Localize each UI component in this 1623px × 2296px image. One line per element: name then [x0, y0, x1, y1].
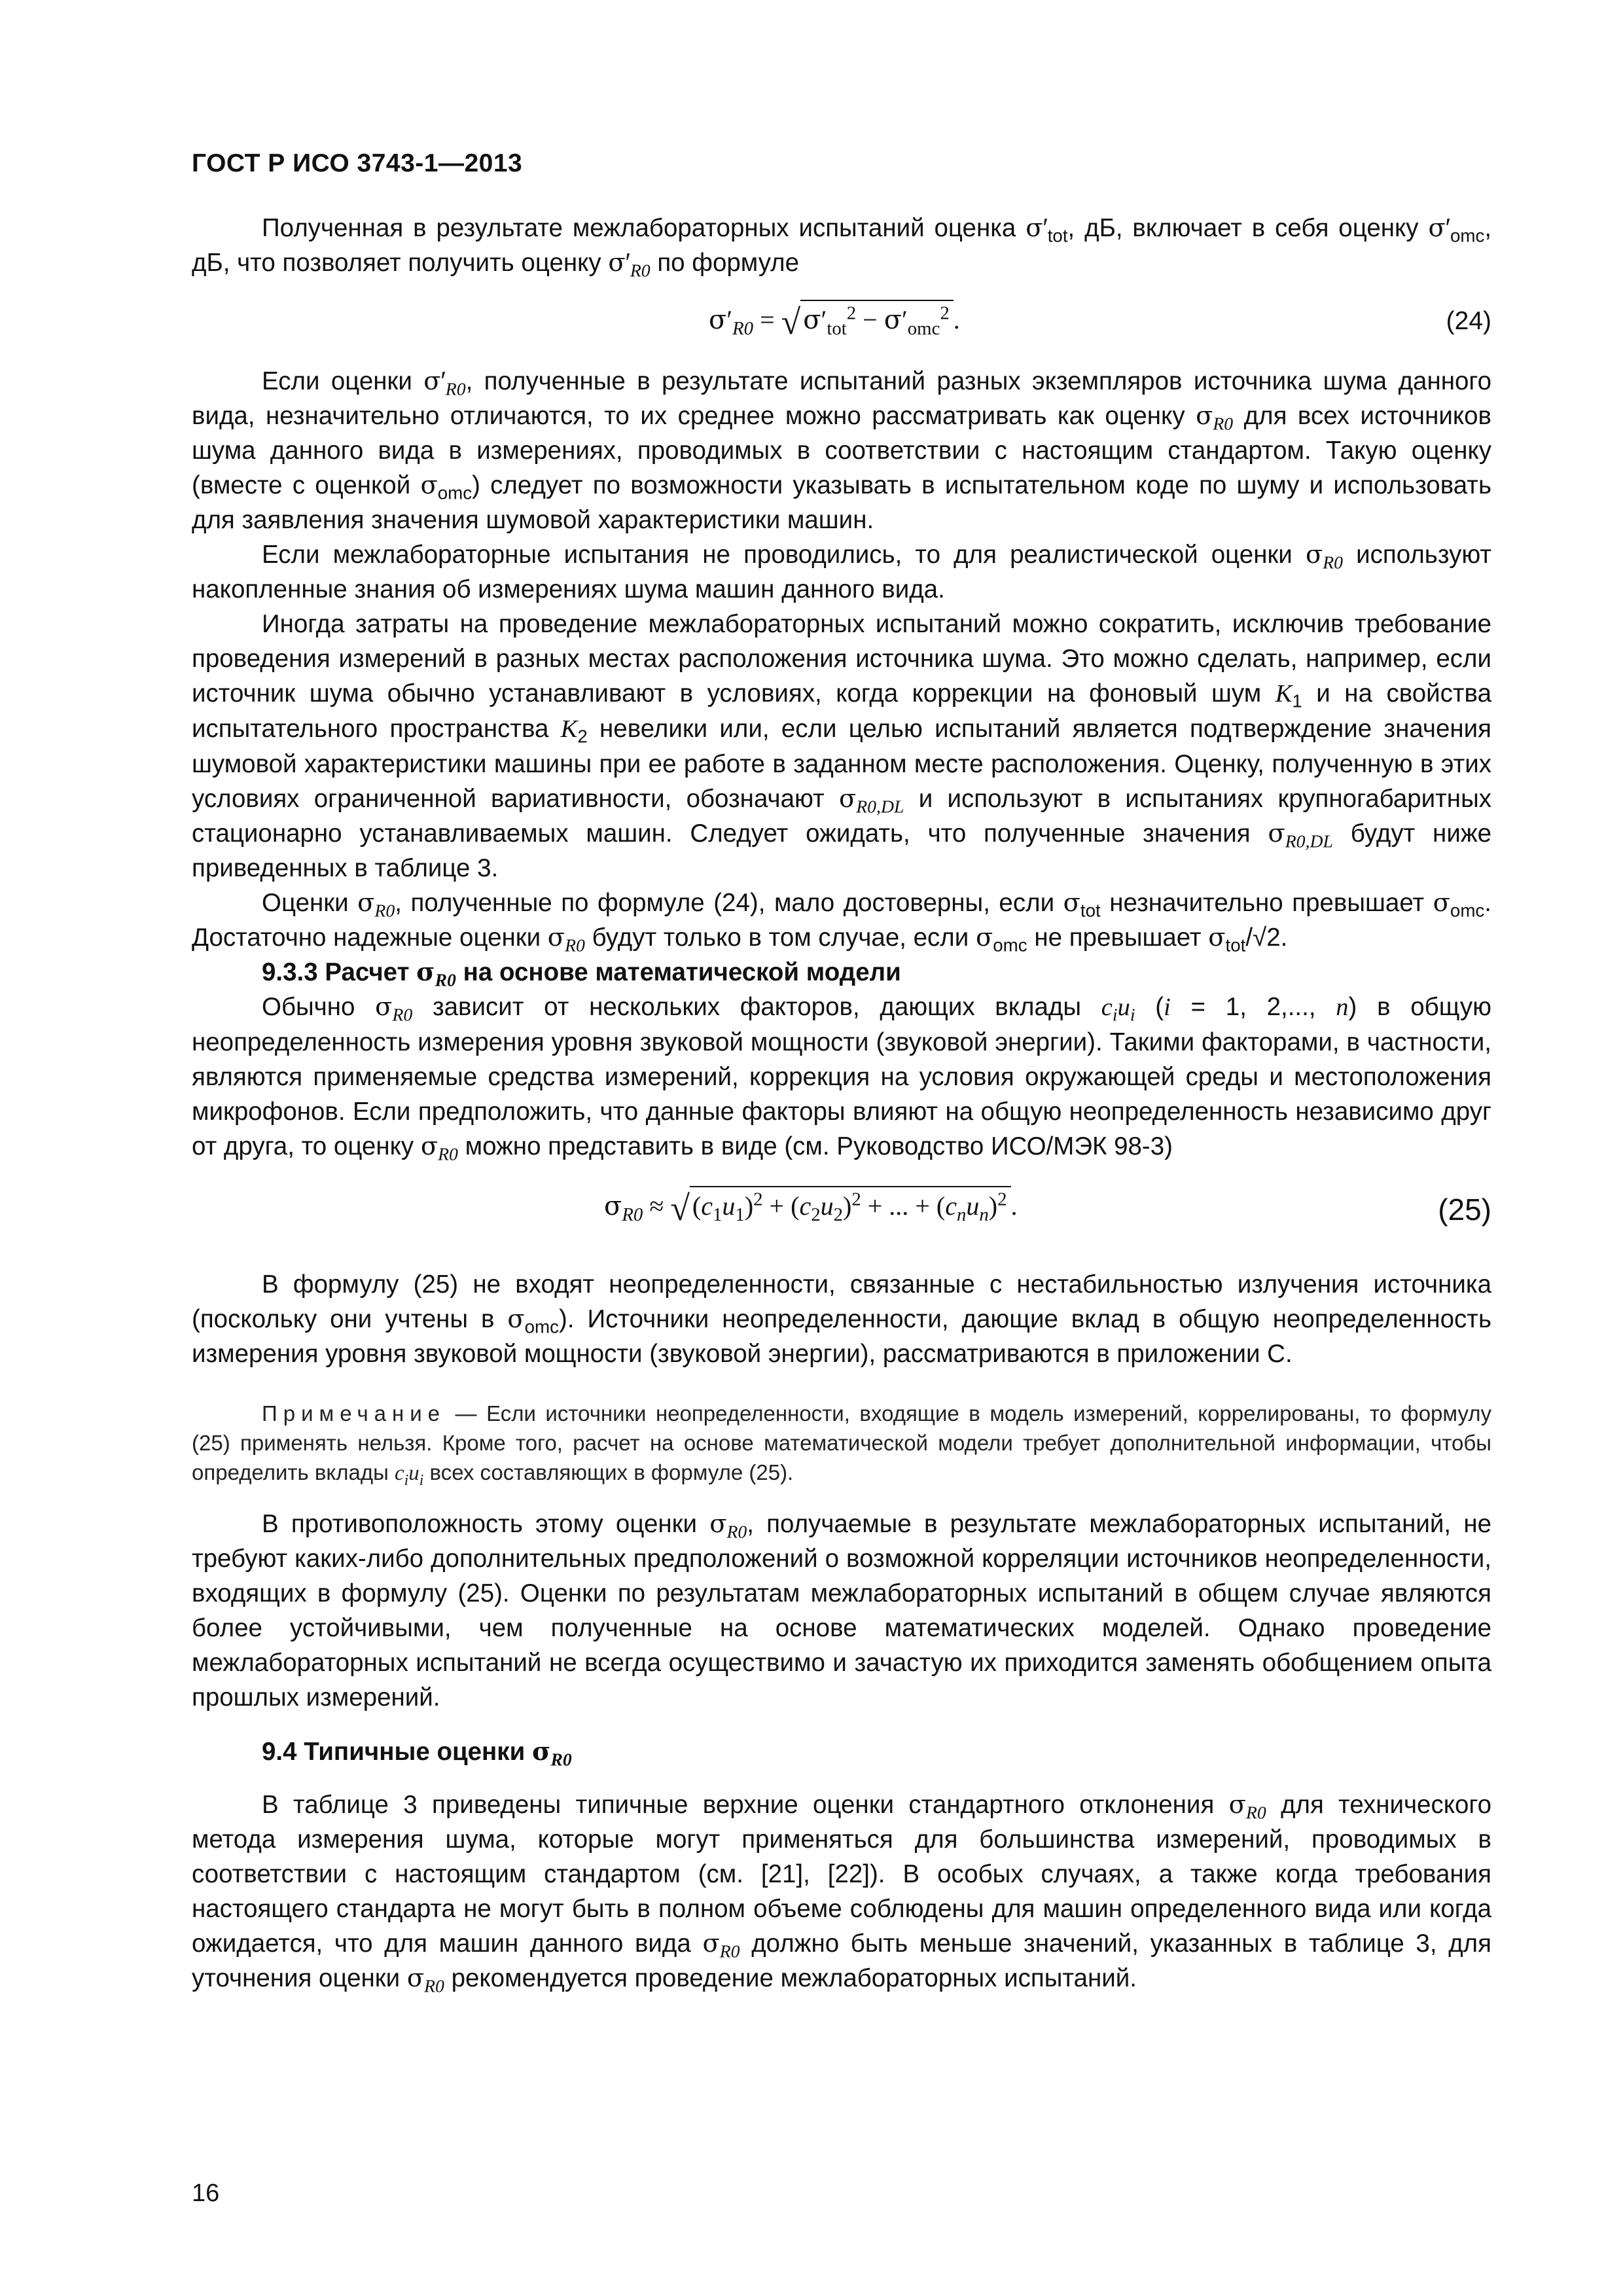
formula-25-number: (25)	[1438, 1193, 1491, 1227]
paragraph-5: Оценки $\sigma_{R0}$, полученные по формуле (24), мало достоверны, если $\sigma_{tot}$ незначительно превышает $\sigma_{omc}$. Достаточно надежные оценки $\sigma_{R0}$ будут только в том случае, если $\sigma_{omc}$ не превышает $\sigma_{tot}/√2$.	[192, 888, 1491, 956]
paragraph-6: Обычно $\sigma_{R0}$ зависит от нескольких факторов, дающих вклады $c_iu_i$ (i = 1, 2,..., n) в общую неопределенность измерения уровня звуковой мощности (звуковой энергии). Такими факторами, в частности, являются применяемые средства измерений, коррекция на условия окружающей среды и местоположения микрофонов. Если предположить, что данные факторы влияют на общую неопределенность независимо друг от друга, то оценку $\sigma_{R0}$ можно представить в виде (см. Руководство ИСО/МЭК 98-3)	[192, 992, 1491, 1164]
page-number: 16	[192, 2179, 220, 2207]
paragraph-9: В таблице 3 приведены типичные верхние оценки стандартного отклонения $\sigma_{R0}$ для технического метода измерения шума, которые могут применяться для большинства измерений, проводимых в соответствии с настоящим стандартом (см. [21], [22]). В особых случаях, а также когда требования настоящего стандарта не могут быть в полном объеме соблюдены для машин определенного вида или когда ожидается, что для машин данного вида $\sigma_{R0}$ должно быть меньше значений, указанных в таблице 3, для уточнения оценки $\sigma_{R0}$ рекомендуется проведение межлабораторных испытаний.	[192, 1790, 1491, 1996]
formula-25-expression: $\sigma_{R0}$ ≈ √ $(c_1u_1)^2 + (c_2u_2)^2$ + ... + $(c_nu_n)^2$ .	[604, 1186, 1018, 1226]
paragraph-2: Если оценки $\sigma'_{R0}$, полученные в результате испытаний разных экземпляров источника шума данного вида, незначительно отличаются, то их среднее можно рассматривать как оценку $\sigma_{R0}$ для всех источников шума данного вида в измерениях, проводимых в соответствии с настоящим стандартом. Такую оценку (вместе с оценкой $\sigma_{omc}$) следует по возможности указывать в испытательном коде по шуму и использовать для заявления значения шумовой характеристики машин.	[192, 367, 1492, 534]
paragraph-7: В формулу (25) не входят неопределенности, связанные с нестабильностью излучения источника (поскольку они учтены в $\sigma_{omc}$). Источники неопределенности, дающие вклад в общую неопределенность измерения уровня звуковой мощности (звуковой энергии), рассматриваются в приложении С.	[192, 1270, 1491, 1368]
formula-24-number: (24)	[1446, 307, 1491, 335]
section-heading-9-4: 9.4 Типичные оценки $\sigma_{R0}$	[262, 1737, 572, 1770]
page-header: ГОСТ Р ИСО 3743-1—2013	[192, 149, 523, 177]
document-body	[192, 211, 1491, 1996]
formula-25	[192, 1170, 1491, 1255]
paragraph-8: В противоположность этому оценки $\sigma_{R0}$, получаемые в результате межлабораторных испытаний, не требуют каких-либо дополнительных предположений о возможной корреляции источников неопределенности, входящих в формулу (25). Оценки по результатам межлабораторных испытаний в общем случае являются более устойчивыми, чем полученные на основе математических моделей. Однако проведение межлабораторных испытаний не всегда осуществимо и зачастую их приходится заменять обобщением опыта прошлых измерений.	[192, 1509, 1492, 1712]
section-heading-9-3-3: 9.3.3 Расчет $\sigma_{R0}$ на основе математической модели	[262, 958, 901, 990]
note: Примечание — Если источники неопределенности, входящие в модель измерений, коррелированы, то формулу (25) применять нельзя. Кроме того, расчет на основе математической модели требует дополнительной информации, чтобы определить вклады $c_iu_i$ всех составляющих в формуле (25).	[192, 1401, 1491, 1489]
note-label: Примечание	[262, 1401, 446, 1426]
formula-24-expression: $\sigma'_{R0}$ = √ $\sigma'_{tot}^2 - \sigma'_{omc}^2$ .	[709, 300, 960, 340]
paragraph-3: Если межлабораторные испытания не проводились, то для реалистической оценки $\sigma_{R0}$ используют накопленные знания об измерениях шума машин данного вида.	[192, 540, 1491, 603]
paragraph-1: Полученная в результате межлабораторных испытаний оценка $\sigma'_{tot}$, дБ, включает в себя оценку $\sigma'_{omc}$, дБ, что позволяет получить оценку $\sigma'_{R0}$ по формуле	[192, 213, 1492, 281]
formula-24	[192, 284, 1491, 356]
paragraph-4: Иногда затраты на проведение межлабораторных испытаний можно сократить, исключив требование проведения измерений в разных местах расположения источника шума. Это можно сделать, например, если источник шума обычно устанавливают в условиях, когда коррекции на фоновый шум $K_1$ и на свойства испытательного пространства $K_2$ невелики или, если целью испытаний является подтверждение значения шумовой характеристики машины при ее работе в заданном месте расположения. Оценку, полученную в этих условиях ограниченной вариативности, обозначают $\sigma_{R0,DL}$ и используют в испытаниях крупногабаритных стационарно устанавливаемых машин. Следует ожидать, что полученные значения $\sigma_{R0,DL}$ будут ниже приведенных в таблице 3.	[192, 610, 1491, 882]
